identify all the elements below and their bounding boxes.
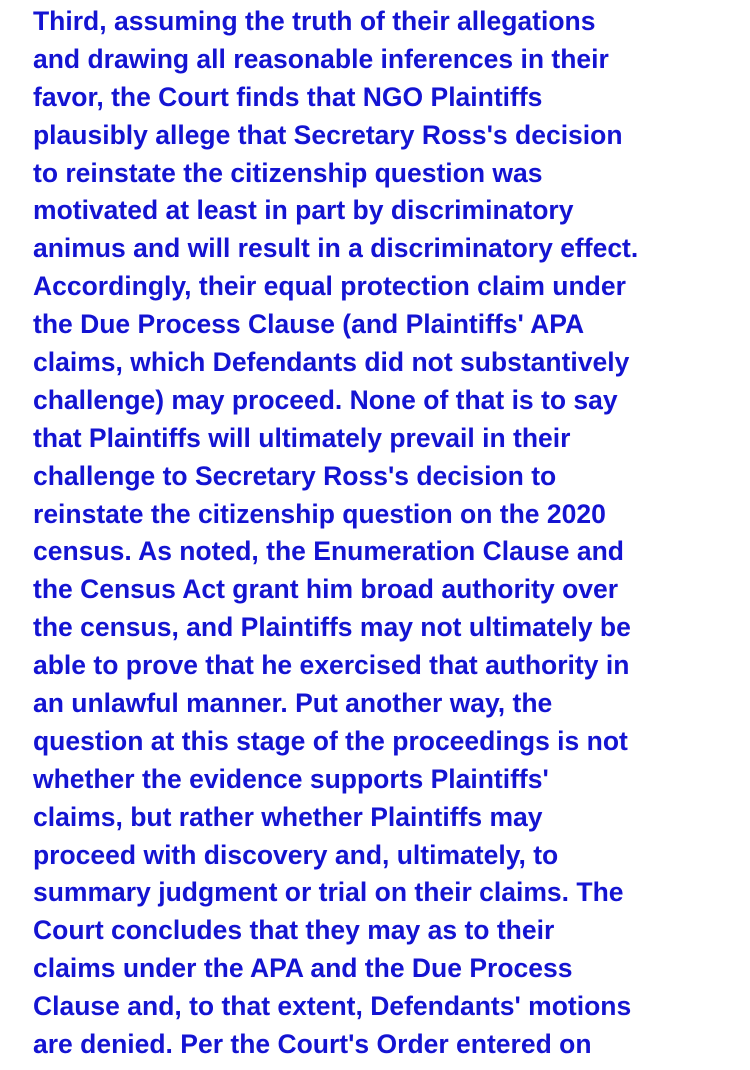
text-line: the census, and Plaintiffs may not ultimately be (33, 612, 631, 643)
text-line: proceed with discovery and, ultimately, to (33, 839, 559, 870)
text-line: Third, assuming the truth of their allegations (33, 6, 596, 36)
text-line: reinstate the citizenship question on the 2020 (33, 498, 606, 529)
text-line: Court concludes that they may as to their (33, 915, 555, 946)
text-line: plausibly allege that Secretary Ross's decision (33, 119, 623, 150)
text-line: claims, but rather whether Plaintiffs may (33, 801, 543, 832)
text-line: animus and will result in a discriminatory effect. (33, 233, 639, 264)
text-line: an unlawful manner. Put another way, the (33, 688, 553, 719)
text-line: claims, which Defendants did not substantively (33, 347, 630, 378)
text-line: summary judgment or trial on their claims. The (33, 877, 624, 908)
text-line: motivated at least in part by discriminatory (33, 195, 574, 226)
text-line: favor, the Court finds that NGO Plaintiffs (33, 81, 543, 112)
text-line: census. As noted, the Enumeration Clause and (33, 536, 624, 567)
text-line: the Due Process Clause (and Plaintiffs' APA (33, 309, 585, 340)
text-line: challenge) may proceed. None of that is to say (33, 384, 618, 415)
text-line: whether the evidence supports Plaintiffs' (33, 763, 549, 794)
text-line: to reinstate the citizenship question was (33, 157, 543, 188)
text-line: Accordingly, their equal protection claim under (33, 271, 626, 302)
text-line: are denied. Per the Court's Order entered on (33, 1029, 592, 1060)
text-line: Clause and, to that extent, Defendants' motions (33, 991, 632, 1022)
text-line: challenge to Secretary Ross's decision to (33, 460, 557, 491)
text-line: and drawing all reasonable inferences in their (33, 43, 609, 74)
court-opinion-paragraph (33, 3, 743, 1064)
text-line: question at this stage of the proceedings is not (33, 725, 628, 756)
text-line: that Plaintiffs will ultimately prevail in their (33, 422, 571, 453)
text-line: the Census Act grant him broad authority over (33, 574, 619, 605)
text-line: claims under the APA and the Due Process (33, 953, 573, 984)
text-line: able to prove that he exercised that authority in (33, 650, 630, 681)
